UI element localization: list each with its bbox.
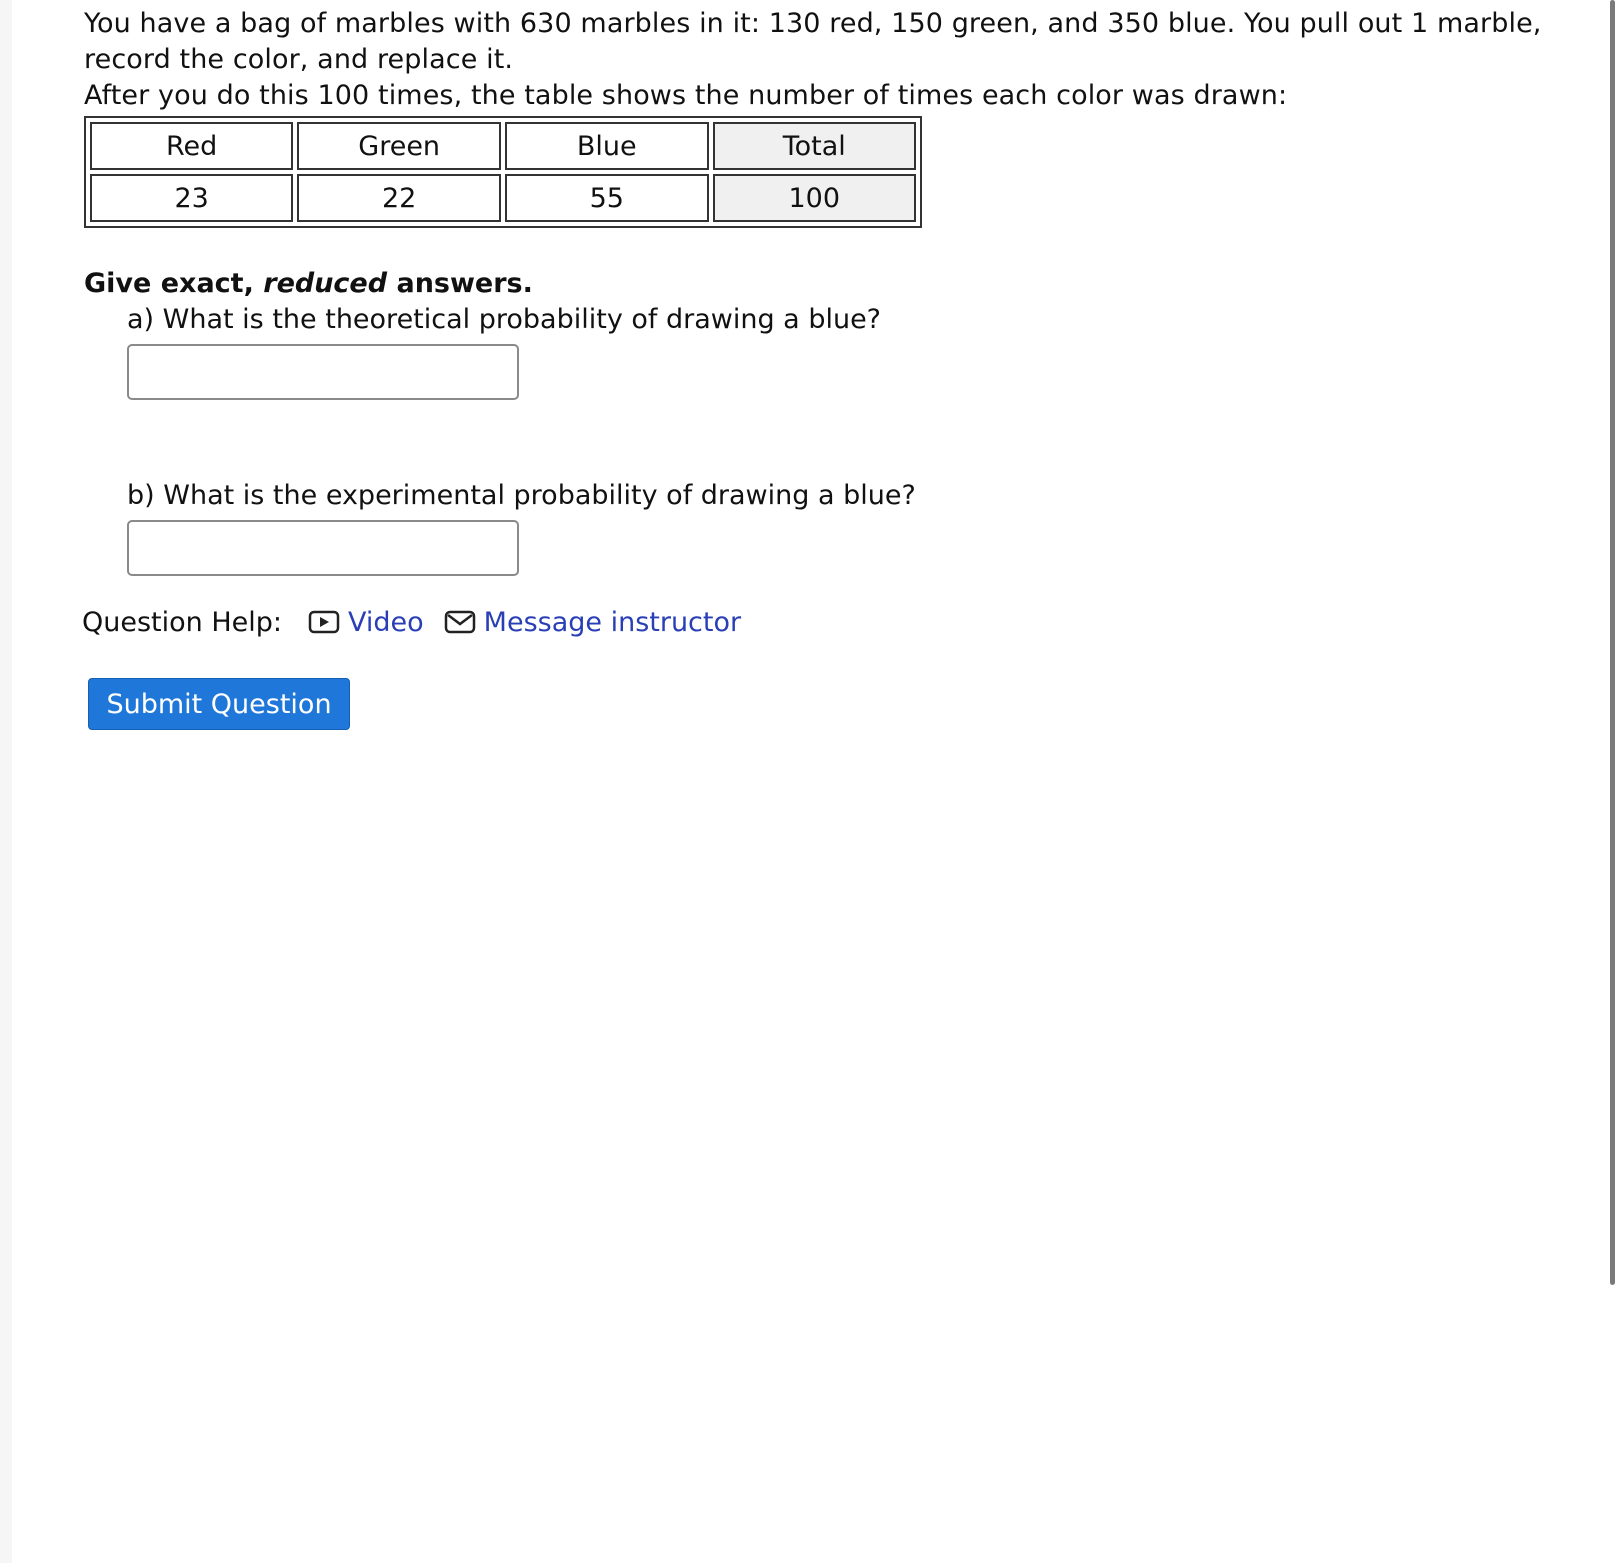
problem-line-1: You have a bag of marbles with 630 marbles in it: 130 red, 150 green, and 350 blue. You pull out 1 marble, bbox=[84, 8, 1542, 39]
instructions-prefix: Give exact, bbox=[84, 268, 264, 299]
answer-a-input[interactable] bbox=[127, 344, 519, 400]
message-instructor-label: Message instructor bbox=[483, 606, 742, 638]
header-red: Red bbox=[90, 122, 293, 170]
left-gutter bbox=[0, 0, 12, 1563]
envelope-icon bbox=[444, 609, 476, 635]
question-b-text: b) What is the experimental probability of drawing a blue? bbox=[127, 480, 916, 511]
video-icon bbox=[308, 609, 340, 635]
header-green: Green bbox=[297, 122, 501, 170]
answer-b-input[interactable] bbox=[127, 520, 519, 576]
page-scrollbar[interactable] bbox=[1608, 0, 1620, 1563]
video-link[interactable] bbox=[308, 607, 424, 638]
table-value-row bbox=[90, 174, 916, 222]
table-header-row bbox=[90, 122, 916, 170]
video-link-label: Video bbox=[348, 606, 424, 638]
value-green: 22 bbox=[297, 174, 501, 222]
submit-question-button[interactable]: Submit Question bbox=[88, 678, 350, 730]
question-a-text: a) What is the theoretical probability of drawing a blue? bbox=[127, 304, 882, 335]
instructions-suffix: answers. bbox=[387, 268, 533, 299]
instructions-emphasis: reduced bbox=[263, 268, 388, 299]
question-help bbox=[82, 602, 1584, 642]
problem-line-2: record the color, and replace it. bbox=[84, 44, 514, 75]
question-help-label: Question Help: bbox=[82, 606, 282, 638]
value-red: 23 bbox=[90, 174, 293, 222]
value-blue: 55 bbox=[505, 174, 708, 222]
problem-line-3: After you do this 100 times, the table shows the number of times each color was drawn: bbox=[84, 80, 1288, 111]
scrollbar-thumb[interactable] bbox=[1610, 0, 1615, 1285]
message-instructor-link[interactable] bbox=[444, 607, 741, 638]
question-content bbox=[84, 6, 1584, 730]
instructions bbox=[84, 266, 1584, 302]
marble-draw-table bbox=[84, 116, 922, 228]
value-total: 100 bbox=[713, 174, 917, 222]
header-total: Total bbox=[713, 122, 917, 170]
header-blue: Blue bbox=[505, 122, 708, 170]
problem-statement bbox=[84, 6, 1584, 114]
